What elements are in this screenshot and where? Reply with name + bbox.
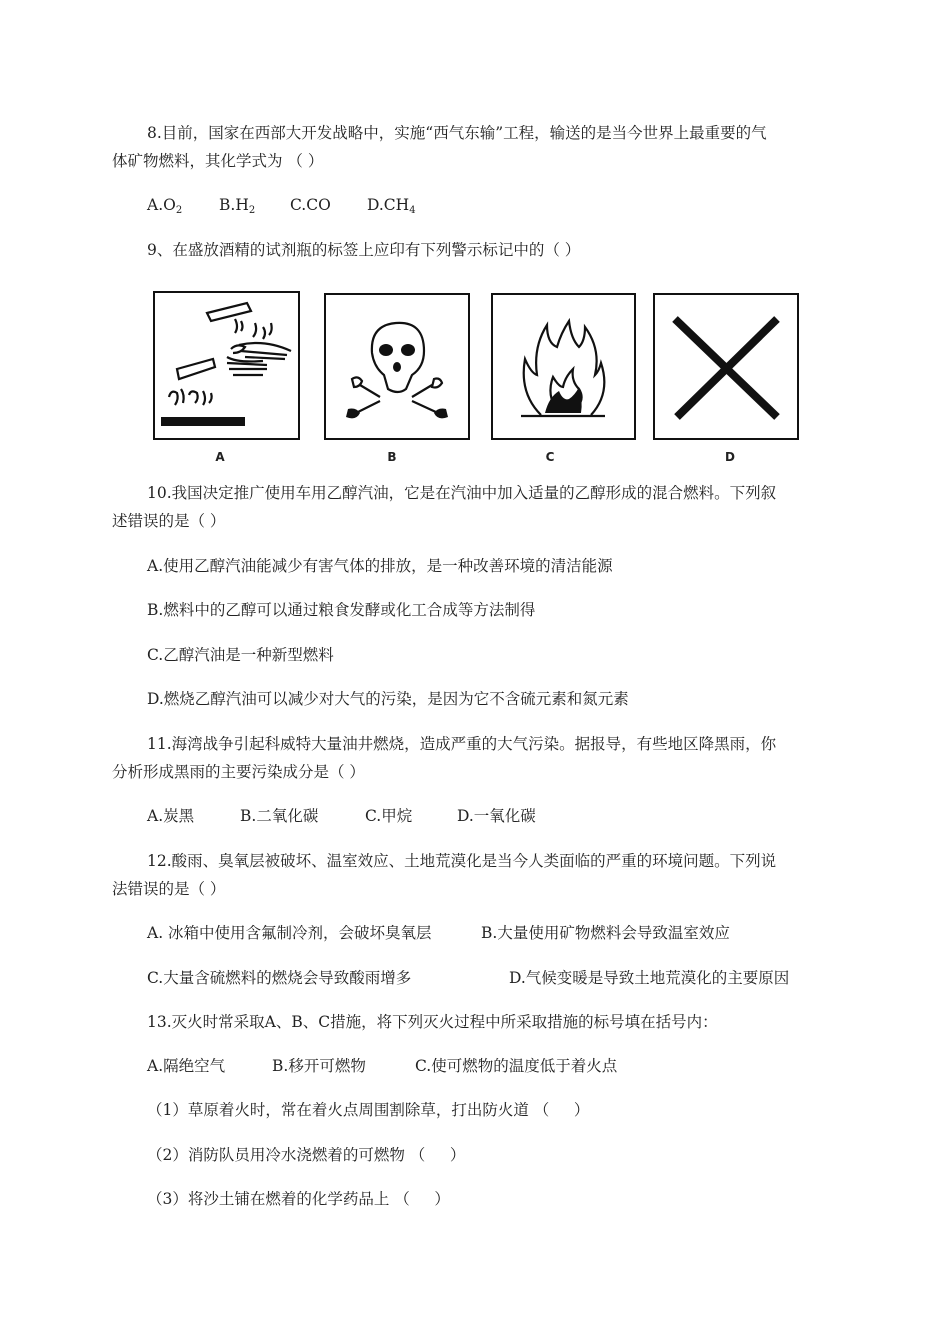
cross-icon [655,295,797,438]
q11-option-d: D.一氧化碳 [457,807,536,825]
q12-option-d: D.气候变暖是导致土地荒漠化的主要原因 [509,969,790,987]
q13-option-a: A.隔绝空气 [147,1057,226,1075]
flammable-sign [491,293,636,440]
q13-item-2: （2）消防队员用冷水浇燃着的可燃物 （ ） [147,1146,466,1164]
q11-option-b: B.二氧化碳 [240,807,319,825]
q12-stem-line1: 12.酸雨、臭氧层被破坏、温室效应、土地荒漠化是当今人类面临的严重的环境问题。下列说 [147,852,777,870]
q10-stem-line2: 述错误的是（ ） [112,512,226,530]
q13-stem: 13.灭火时常采取A、B、C措施，将下列灭火过程中所采取措施的标号填在括号内： [147,1013,718,1031]
flame-icon [493,295,634,438]
q13-option-c: C.使可燃物的温度低于着火点 [415,1057,618,1075]
q13-item-1: （1）草原着火时，常在着火点周围割除草，打出防火道 （ ） [147,1101,590,1119]
q13-item-3: （3）将沙土铺在燃着的化学药品上 （ ） [147,1190,450,1208]
q8-stem-line1: 8.目前，国家在西部大开发战略中，实施“西气东输”工程，输送的是当今世界上最重要的气 [147,124,767,142]
q12-option-a: A. 冰箱中使用含氟制冷剂，会破坏臭氧层 [147,924,432,942]
q12-option-b: B.大量使用矿物燃料会导致温室效应 [481,924,730,942]
toxic-sign [324,293,470,440]
q10-option-a: A.使用乙醇汽油能减少有害气体的排放，是一种改善环境的清洁能源 [147,557,613,575]
q8-stem-line2: 体矿物燃料，其化学式为 （ ） [112,152,324,170]
q11-option-a: A.炭黑 [147,807,195,825]
harmful-sign [653,293,799,440]
q8-option-c: C.CO [290,196,331,214]
corrosive-icon [155,293,298,438]
q11-stem-line1: 11.海湾战争引起科威特大量油井燃烧，造成严重的大气污染。据报导，有些地区降黑雨，你 [147,735,777,753]
q11-option-c: C.甲烷 [365,807,413,825]
q11-stem-line2: 分析形成黑雨的主要污染成分是（ ） [112,763,365,781]
q12-option-c: C.大量含硫燃料的燃烧会导致酸雨增多 [147,969,412,987]
q13-option-b: B.移开可燃物 [272,1057,366,1075]
q8-option-b: $B.H_2$ [219,196,256,216]
q10-option-b: B.燃料中的乙醇可以通过粮食发酵或化工合成等方法制得 [147,601,536,619]
q10-option-c: C.乙醇汽油是一种新型燃料 [147,646,334,664]
sign-label-a: A [215,450,225,464]
sign-label-c: C [545,450,555,464]
q8-option-d: $D.CH_4$ [367,196,416,216]
q10-option-d: D.燃烧乙醇汽油可以减少对大气的污染，是因为它不含硫元素和氮元素 [147,690,629,708]
q8-option-a: $A.O_2$ [147,196,183,216]
q9-stem: 9、在盛放酒精的试剂瓶的标签上应印有下列警示标记中的（ ） [147,241,581,259]
corrosive-sign [153,291,300,440]
sign-label-b: B [387,450,397,464]
skull-crossbones-icon [326,295,468,438]
q12-stem-line2: 法错误的是（ ） [112,880,226,898]
sign-label-d: D [725,450,735,464]
q10-stem-line1: 10.我国决定推广使用车用乙醇汽油，它是在汽油中加入适量的乙醇形成的混合燃料。下列叙 [147,484,777,502]
